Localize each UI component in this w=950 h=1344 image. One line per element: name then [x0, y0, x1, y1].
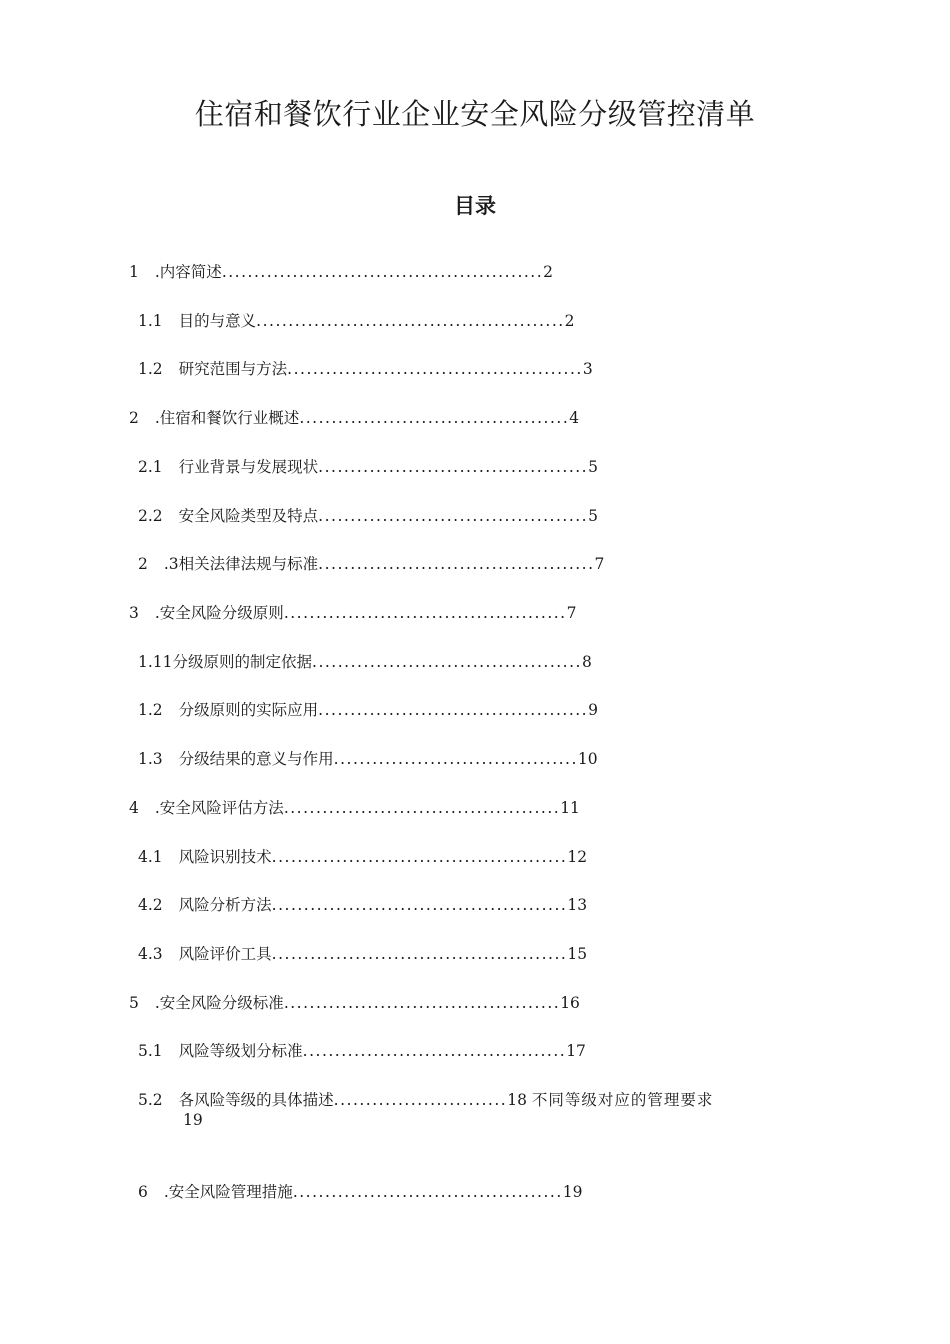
toc-leader: .............................................. [271, 896, 568, 914]
toc-leader: ........................................... [318, 555, 595, 573]
toc-leader: ........................................... [283, 994, 561, 1012]
toc-entry-title: .住宿和餐饮行业概述 [154, 409, 300, 427]
toc-entry-page: 3 [582, 360, 593, 378]
toc-entry[interactable] [138, 652, 592, 672]
toc-entry-page: 2 [564, 312, 575, 330]
toc-entry[interactable] [129, 603, 576, 623]
toc-entry-title: 风险评价工具 [178, 945, 272, 963]
toc-entry-number: 1.11 [138, 653, 173, 671]
toc-entry-number: 2 [138, 555, 148, 573]
toc-entry-page: 18 [507, 1091, 527, 1109]
toc-entry[interactable] [138, 1041, 586, 1061]
toc-entry-title: 研究范围与方法 [178, 360, 288, 378]
toc-entry-page: 10 [577, 750, 598, 768]
toc-leader: ................................................ [256, 312, 565, 330]
toc-entry-title: 分级原则的实际应用 [178, 701, 319, 719]
toc-entry-page: 13 [567, 896, 588, 914]
toc-entry-number: 4 [129, 799, 139, 817]
document-title: 住宿和餐饮行业企业安全风险分级管控清单 [194, 97, 756, 131]
toc-entry[interactable] [138, 749, 598, 769]
toc-leader: ......................................... [302, 1042, 567, 1060]
toc-entry-page: 8 [581, 653, 592, 671]
toc-entry-page: 19 [562, 1183, 583, 1201]
toc-entry-number: 5 [129, 994, 139, 1012]
toc-leader: .............................................. [287, 360, 583, 378]
toc-entry-page: 7 [566, 604, 577, 622]
toc-entry-page: 12 [567, 848, 588, 866]
toc-entry[interactable] [138, 944, 587, 964]
toc-leader: ........................... [333, 1091, 508, 1109]
toc-entry-number: 1.3 [138, 750, 163, 768]
toc-leader: .............................................. [271, 945, 568, 963]
toc-entry-number: 4.1 [138, 848, 163, 866]
toc-entry[interactable] [138, 311, 575, 331]
toc-entry-title: 风险等级划分标准 [178, 1042, 303, 1060]
toc-entry[interactable] [129, 993, 580, 1013]
toc-entry-page: 2 [543, 263, 554, 281]
toc-leader: .......................................... [318, 701, 589, 719]
toc-leader: .......................................... [292, 1183, 563, 1201]
toc-entry[interactable] [138, 700, 598, 720]
toc-entry-title: .安全风险分级标准 [154, 994, 284, 1012]
toc-entry-tail-title: 不同等级对应的管理要求 [531, 1091, 714, 1109]
toc-heading: 目录 [454, 194, 496, 218]
toc-leader: .................................................. [221, 263, 544, 281]
toc-entry-page: 5 [588, 507, 598, 525]
toc-entry[interactable] [129, 262, 553, 282]
toc-entry-title: .安全风险分级原则 [154, 604, 284, 622]
toc-entry-tail-page: 19 [183, 1111, 203, 1129]
toc-entry-number: 4.3 [138, 945, 163, 963]
toc-entry-number: 5.1 [138, 1042, 163, 1060]
toc-entry-number: 4.2 [138, 896, 163, 914]
toc-entry[interactable] [138, 457, 598, 477]
toc-leader: ...................................... [333, 750, 578, 768]
toc-entry-page: 7 [594, 555, 605, 573]
toc-entry-number: 5.2 [138, 1091, 163, 1109]
toc-entry-title: .安全风险管理措施 [163, 1183, 293, 1201]
toc-leader: ........................................... [283, 799, 561, 817]
toc-entry-page: 5 [588, 458, 598, 476]
toc-entry-page: 9 [588, 701, 598, 719]
toc-entry-number: 6 [138, 1183, 148, 1201]
toc-entry-title: 风险分析方法 [178, 896, 272, 914]
toc-entry[interactable] [129, 798, 580, 818]
toc-entry-page: 11 [560, 799, 580, 817]
toc-entry-number: 1.2 [138, 360, 163, 378]
toc-entry-title: 风险识别技术 [178, 848, 272, 866]
toc-entry-number: 3 [129, 604, 139, 622]
toc-leader: .......................................... [318, 458, 589, 476]
toc-leader: .......................................... [318, 507, 589, 525]
toc-leader: .............................................. [271, 848, 568, 866]
toc-entry-number: 2.2 [138, 507, 163, 525]
toc-leader: .......................................... [299, 409, 570, 427]
toc-leader: ............................................ [283, 604, 567, 622]
toc-entry-title: 分级结果的意义与作用 [178, 750, 334, 768]
toc-entry-title: 安全风险类型及特点 [178, 507, 319, 525]
toc-leader: .......................................... [312, 653, 582, 671]
toc-entry[interactable] [138, 359, 593, 379]
toc-entry-title: .3相关法律法规与标准 [163, 555, 319, 573]
toc-entry-page: 4 [569, 409, 580, 427]
toc-entry-number: 2.1 [138, 458, 163, 476]
toc-entry-title: 行业背景与发展现状 [178, 458, 319, 476]
toc-entry[interactable] [129, 408, 579, 428]
toc-entry-number: 1.1 [138, 312, 163, 330]
toc-entry[interactable] [138, 554, 604, 574]
toc-entry-page: 17 [566, 1042, 586, 1060]
toc-entry[interactable] [138, 847, 587, 867]
toc-entry-title: 分级原则的制定依据 [172, 653, 313, 671]
toc-entry[interactable] [138, 1182, 582, 1202]
toc-entry-title: 各风险等级的具体描述 [178, 1091, 334, 1109]
toc-entry[interactable] [138, 1090, 713, 1110]
toc-entry-page: 16 [560, 994, 580, 1012]
toc-entry-number: 2 [129, 409, 139, 427]
toc-entry[interactable] [138, 895, 587, 915]
toc-entry-page: 15 [567, 945, 588, 963]
toc-entry-title: .内容简述 [154, 263, 222, 281]
toc-entry[interactable] [138, 506, 598, 526]
toc-entry-number: 1.2 [138, 701, 163, 719]
toc-entry-title: .安全风险评估方法 [154, 799, 284, 817]
toc-entry-number: 1 [129, 263, 139, 281]
toc-entry-title: 目的与意义 [178, 312, 257, 330]
